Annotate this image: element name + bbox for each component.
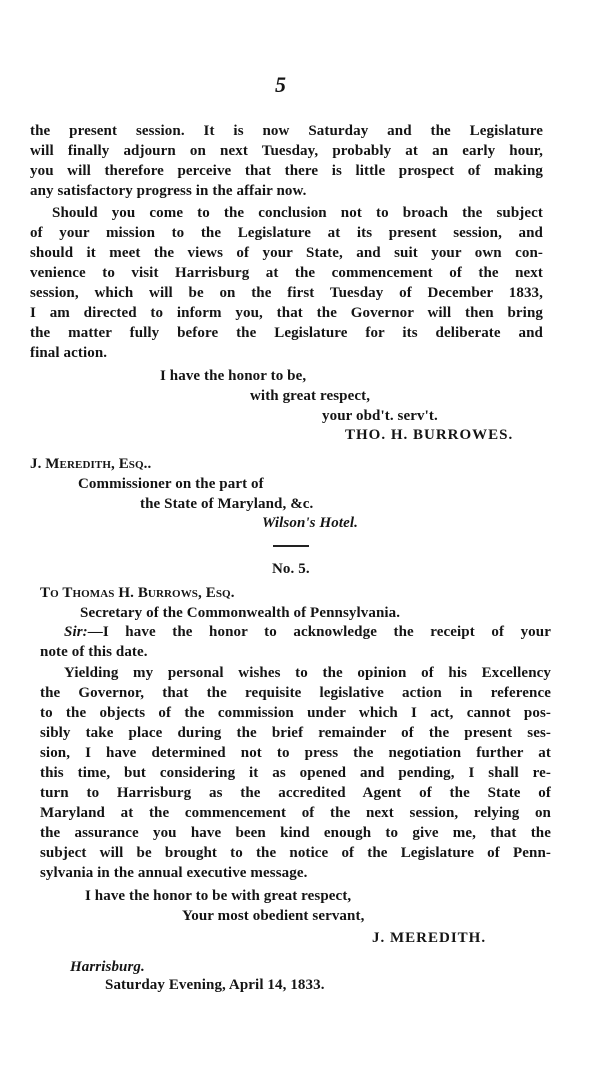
body-line: sion, I have determined not to press the negotiation further at <box>40 745 551 761</box>
body-line: the assurance you have been kind enough to give me, that the <box>40 825 551 841</box>
body-line: this time, but considering it as opened and pending, I shall re- <box>40 765 551 781</box>
body-line: note of this date. <box>40 644 148 660</box>
page-number: 5 <box>275 72 286 97</box>
body-line: Yielding my personal wishes to the opinion of his Excellency <box>64 665 551 681</box>
closing-line: your obd't. serv't. <box>322 408 438 424</box>
date-line: Saturday Evening, April 14, 1833. <box>105 977 325 993</box>
signature: THO. H. BURROWES. <box>345 427 514 443</box>
place-line: Harrisburg. <box>70 959 145 975</box>
recipient-line: To Thomas H. Burrows, Esq. <box>40 585 235 601</box>
addressee-name: J. Meredith, Esq.. <box>30 456 152 472</box>
body-line: will finally adjourn on next Tuesday, probably at an early hour, <box>30 143 543 159</box>
body-line: session, which will be on the first Tuesday of December 1833, <box>30 285 543 301</box>
body-line: Should you come to the conclusion not to broach the subject <box>52 205 543 221</box>
body-line: subject will be brought to the notice of the Legislature of Penn- <box>40 845 551 861</box>
body-line: you will therefore perceive that there is little prospect of making <box>30 163 543 179</box>
closing-line: Your most obedient servant, <box>182 908 365 924</box>
body-line: turn to Harrisburg as the accredited Agent of the State of <box>40 785 551 801</box>
body-line: final action. <box>30 345 108 361</box>
addressee-location: Wilson's Hotel. <box>262 515 358 531</box>
addressee-title: the State of Maryland, &c. <box>140 496 314 512</box>
closing-line: I have the honor to be, <box>160 368 307 384</box>
body-line: the matter fully before the Legislature for its deliberate and <box>30 325 543 341</box>
body-line: should it meet the views of your State, and suit your own con- <box>30 245 543 261</box>
body-line: Maryland at the commencement of the next session, relying on <box>40 805 551 821</box>
body-line: sibly take place during the brief remainder of the present ses- <box>40 725 551 741</box>
body-line: any satisfactory progress in the affair now. <box>30 183 307 199</box>
body-line: —I have the honor to acknowledge the receipt of your <box>87 624 551 640</box>
salutation: Sir: <box>64 624 88 640</box>
body-line: to the objects of the commission under which I act, cannot pos- <box>40 705 551 721</box>
section-divider <box>273 545 309 547</box>
closing-line: I have the honor to be with great respect, <box>85 888 352 904</box>
recipient-title: Secretary of the Commonwealth of Pennsylvania. <box>80 605 401 621</box>
body-line: sylvania in the annual executive message. <box>40 865 308 881</box>
body-line: the Governor, that the requisite legislative action in reference <box>40 685 551 701</box>
closing-line: with great respect, <box>250 388 371 404</box>
letter-number: No. 5. <box>272 561 310 577</box>
body-line: of your mission to the Legislature at its present session, and <box>30 225 543 241</box>
signature: J. MEREDITH. <box>372 930 487 946</box>
body-line: the present session. It is now Saturday and the Legislature <box>30 123 543 139</box>
body-line: venience to visit Harrisburg at the commencement of the next <box>30 265 543 281</box>
body-line: I am directed to inform you, that the Governor will then bring <box>30 305 543 321</box>
body-line-with-salutation <box>64 622 551 642</box>
addressee-title: Commissioner on the part of <box>78 476 264 492</box>
